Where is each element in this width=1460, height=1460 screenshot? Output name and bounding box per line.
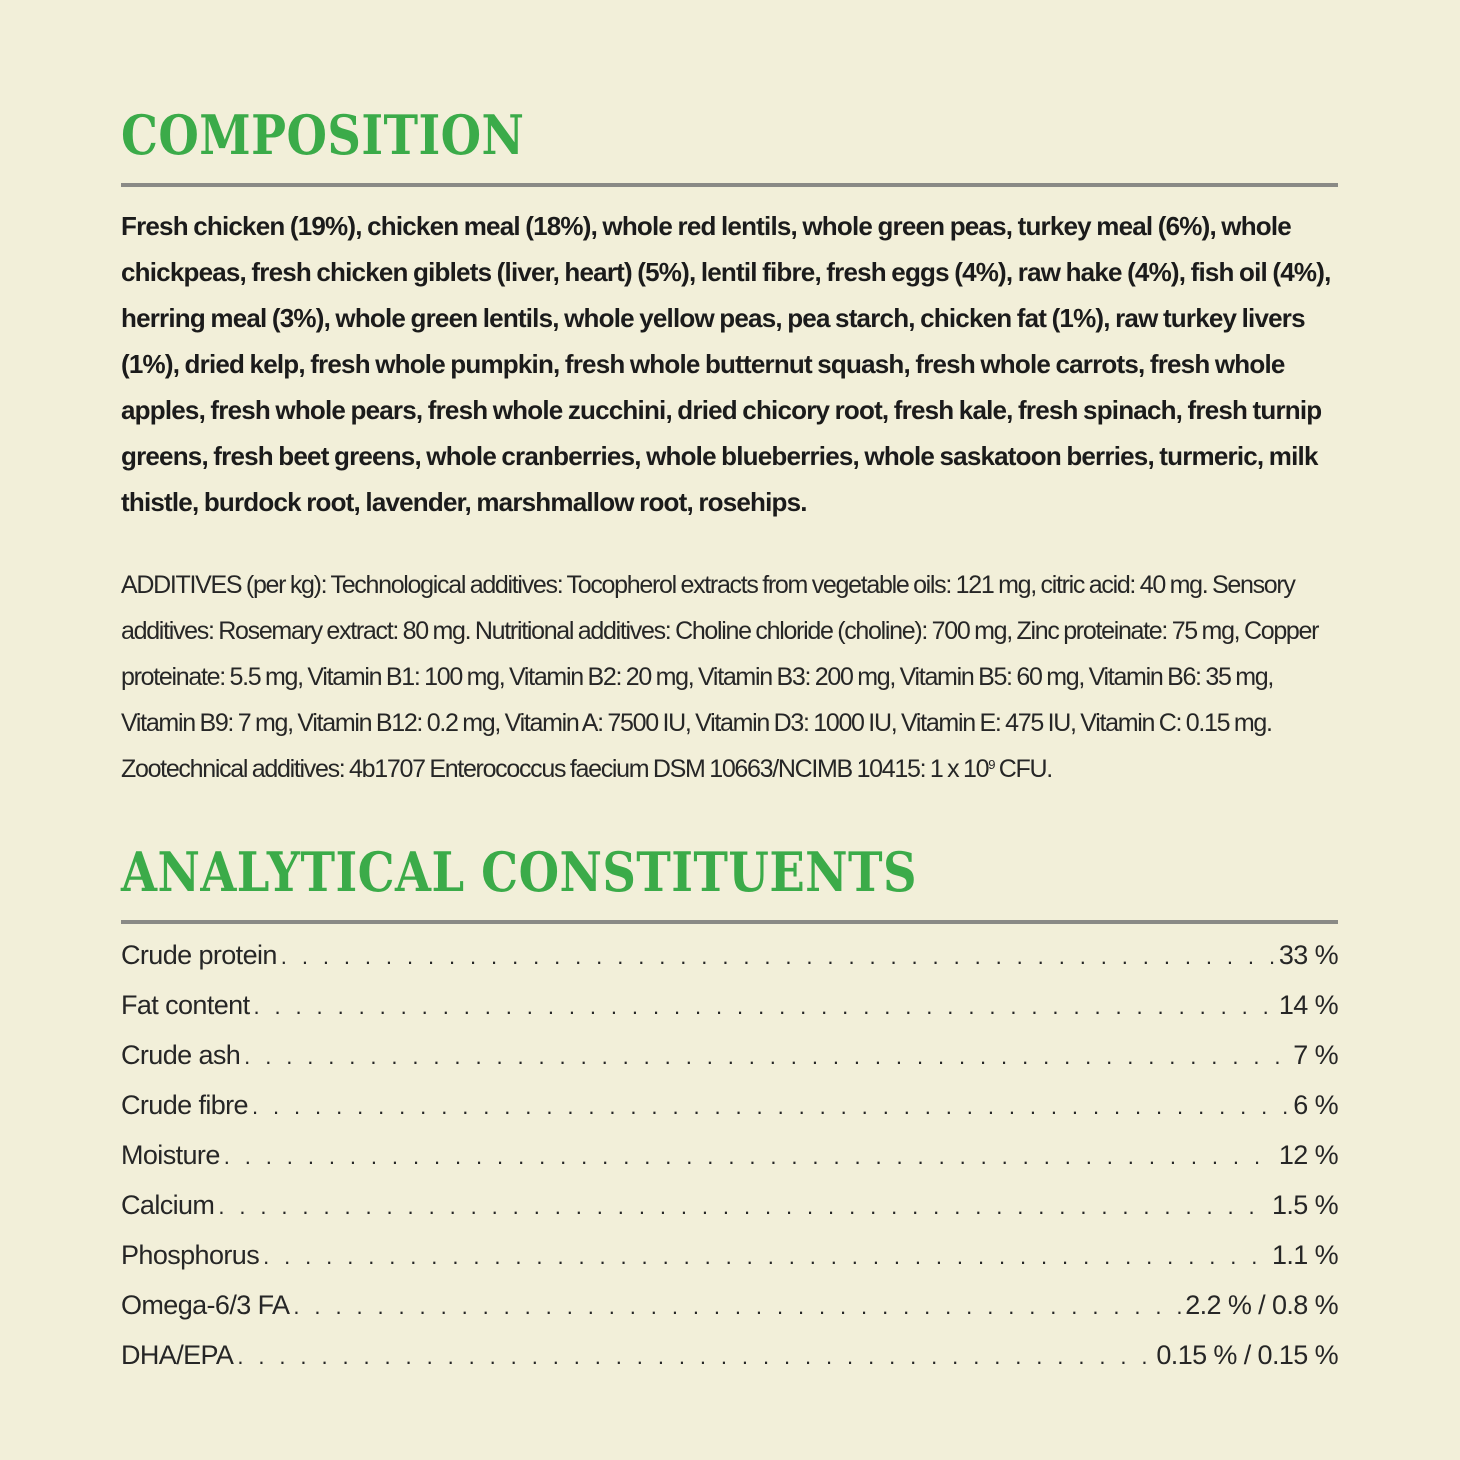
- constituent-row-crude-protein: [121, 940, 1338, 990]
- constituent-row-moisture: [121, 1140, 1338, 1190]
- dot-leader: [218, 1194, 1268, 1220]
- dot-leader: [237, 1344, 1152, 1370]
- additives-text: [121, 562, 1338, 792]
- constituent-value: 33 %: [1278, 940, 1338, 970]
- constituent-row-crude-fibre: [121, 1090, 1338, 1140]
- constituent-value: 1.5 %: [1271, 1190, 1338, 1220]
- constituent-label: Crude ash: [121, 1040, 241, 1070]
- constituent-label: Crude protein: [121, 940, 277, 970]
- constituent-row-omega: [121, 1290, 1338, 1340]
- constituent-label: DHA/EPA: [121, 1340, 234, 1370]
- constituent-label: Crude fibre: [121, 1090, 248, 1120]
- dot-leader: [224, 1144, 1275, 1170]
- constituent-value: 6 %: [1293, 1090, 1338, 1120]
- constituent-value: 2.2 % / 0.8 %: [1185, 1290, 1338, 1320]
- analytical-divider: [121, 920, 1338, 924]
- dot-leader: [244, 1044, 1289, 1070]
- composition-divider: [121, 183, 1338, 187]
- ingredients-text: Fresh chicken (19%), chicken meal (18%), whole red lentils, whole green peas, turkey meal (6%), whole chickpeas, fresh chicken giblets (liver, heart) (5%), lentil fibre, fresh eggs (4%), raw hake (4%), fish oil (4%), herring meal (3%), whole green lentils, whole yellow peas, pea starch, chicken fat (1%), raw turkey livers (1%), dried kelp, fresh whole pumpkin, fresh whole butternut squash, fresh whole carrots, fresh whole apples, fresh whole pears, fresh whole zucchini, dried chicory root, fresh kale, fresh spinach, fresh turnip greens, fresh beet greens, whole cranberries, whole blueberries, whole saskatoon berries, turmeric, milk thistle, burdock root, lavender, marshmallow root, rosehips.: [121, 211, 1331, 517]
- dot-leader: [253, 994, 1274, 1020]
- constituent-row-crude-ash: [121, 1040, 1338, 1090]
- constituent-row-fat-content: [121, 990, 1338, 1040]
- analytical-constituents-heading: ANALYTICAL CONSTITUENTS: [121, 840, 918, 904]
- constituent-row-calcium: [121, 1190, 1338, 1240]
- constituent-label: Fat content: [121, 990, 250, 1020]
- dot-leader: [263, 1244, 1268, 1270]
- constituent-row-phosphorus: [121, 1240, 1338, 1290]
- additives-main: ADDITIVES (per kg): Technological additives: Tocopherol extracts from vegetable oils: 121 mg, citric acid: 40 mg. Sensory additives: Rosemary extract: 80 mg. Nutritional additives: Choline chloride (choline): 700 mg, Zinc proteinate: 75 mg, Copper proteinate: 5.5 mg, Vitamin B1: 100 mg, Vitamin B2: 20 mg, Vitamin B3: 200 mg, Vitamin B5: 60 mg, Vitamin B6: 35 mg, Vitamin B9: 7 mg, Vitamin B12: 0.2 mg, Vitamin A: 7500 IU, Vitamin D3: 1000 IU, Vitamin E: 475 IU, Vitamin C: 0.15 mg. Zootechnical additives: 4b1707 Enterococcus faecium DSM 10663/NCIMB 10415: 1 x 10: [121, 571, 1319, 783]
- constituent-label: Calcium: [121, 1190, 215, 1220]
- additives-end: CFU.: [994, 755, 1052, 783]
- dot-leader: [252, 1094, 1289, 1120]
- constituent-value: 12 %: [1278, 1140, 1338, 1170]
- constituent-row-dha-epa: [121, 1340, 1338, 1390]
- constituents-list: [121, 940, 1338, 1390]
- additives-exponent: 9: [988, 757, 995, 772]
- dot-leader: [281, 944, 1275, 970]
- constituent-value: 14 %: [1278, 990, 1338, 1020]
- constituent-value: 1.1 %: [1271, 1240, 1338, 1270]
- constituent-label: Omega-6/3 FA: [121, 1290, 290, 1320]
- constituent-label: Phosphorus: [121, 1240, 260, 1270]
- constituent-value: 0.15 % / 0.15 %: [1156, 1340, 1338, 1370]
- constituent-label: Moisture: [121, 1140, 220, 1170]
- constituent-value: 7 %: [1293, 1040, 1338, 1070]
- dot-leader: [293, 1294, 1181, 1320]
- composition-heading: COMPOSITION: [121, 103, 525, 167]
